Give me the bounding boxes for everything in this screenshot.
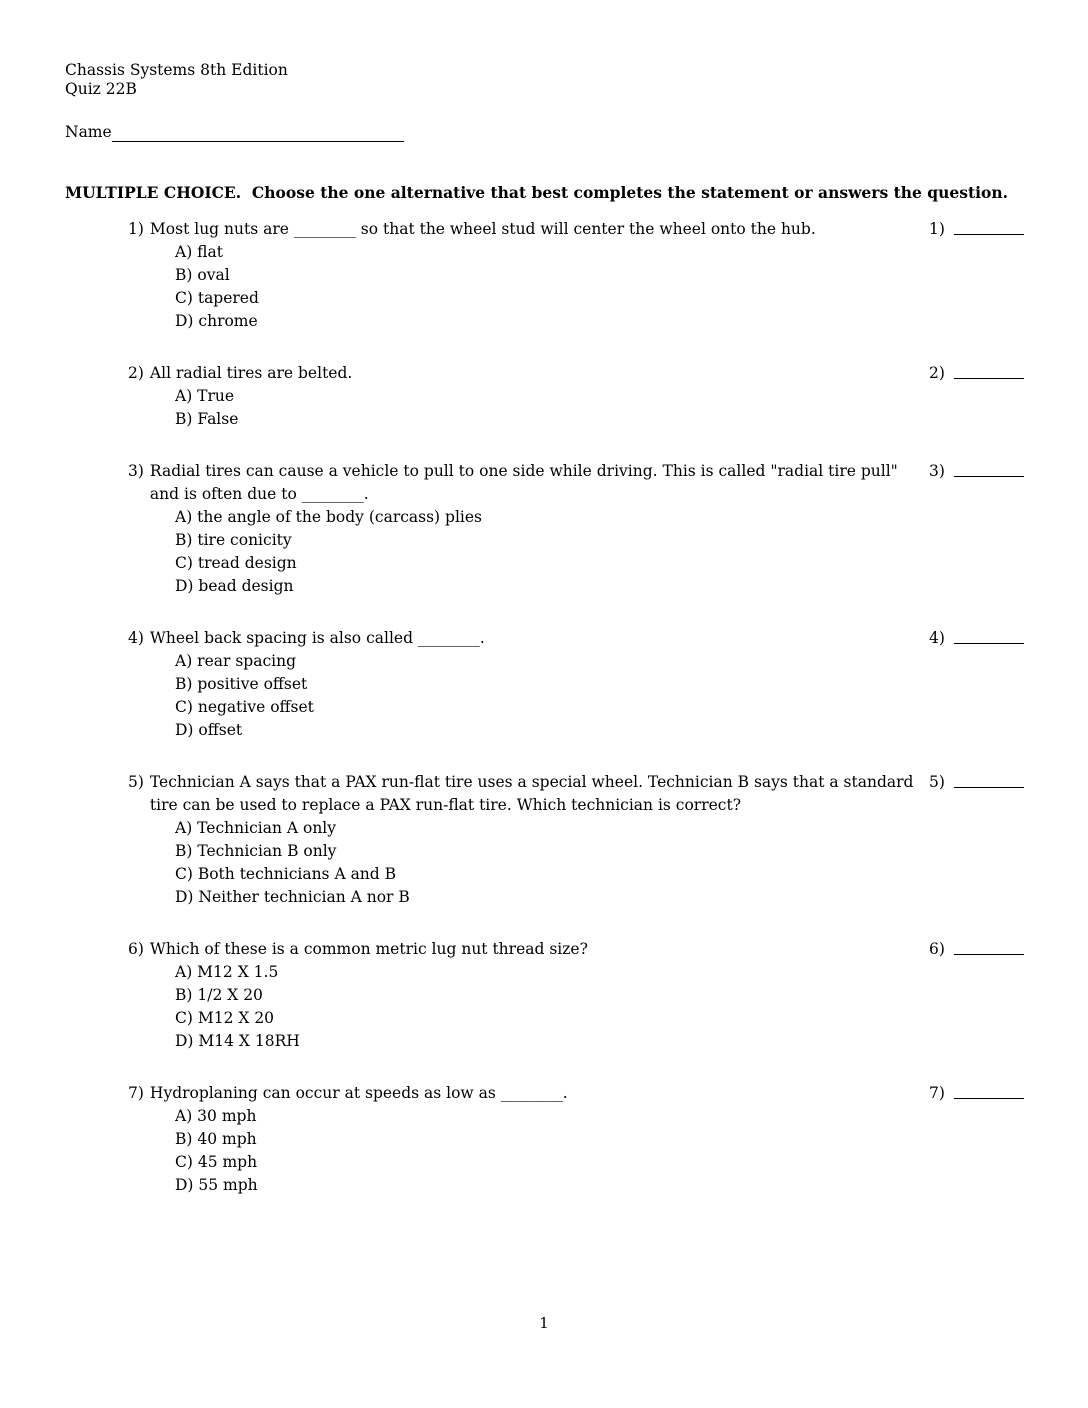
choice-option: D) M14 X 18RH	[175, 1032, 300, 1050]
answer-number: 1)	[929, 220, 945, 238]
name-label: Name	[65, 123, 112, 141]
question-number: 2)	[128, 364, 144, 382]
question-line	[128, 218, 926, 241]
answer-blank-line	[954, 218, 1024, 235]
choice-option: D) Neither technician A nor B	[175, 888, 410, 906]
answer-number: 3)	[929, 462, 945, 480]
choices-list	[175, 961, 926, 1053]
name-blank-line	[112, 124, 404, 142]
choice-option: B) 1/2 X 20	[175, 986, 263, 1004]
choice-option: A) Technician A only	[175, 819, 337, 837]
choice-option: B) tire conicity	[175, 531, 292, 549]
question-content	[128, 218, 926, 333]
choices-list	[175, 650, 926, 742]
quiz-title: Quiz 22B	[65, 80, 137, 98]
question-number: 1)	[128, 220, 144, 238]
answer-number: 2)	[929, 364, 945, 382]
answer-blank-line	[954, 1082, 1024, 1099]
choice-option: A) 30 mph	[175, 1107, 257, 1125]
choice-option: B) oval	[175, 266, 230, 284]
choice-option: D) bead design	[175, 577, 294, 595]
answer-blank-line	[954, 938, 1024, 955]
name-row	[65, 122, 1024, 142]
choice-option: D) chrome	[175, 312, 258, 330]
question-number: 3)	[128, 462, 144, 480]
answer-area	[929, 1082, 1024, 1105]
course-title: Chassis Systems 8th Edition	[65, 61, 288, 79]
question-block	[128, 362, 1024, 431]
answer-area	[929, 218, 1024, 241]
question-content	[128, 771, 926, 909]
answer-area	[929, 460, 1024, 483]
question-line	[128, 460, 926, 506]
question-block	[128, 218, 1024, 333]
choice-option: A) flat	[175, 243, 223, 261]
choices-list	[175, 1105, 926, 1197]
question-content	[128, 627, 926, 742]
answer-number: 5)	[929, 773, 945, 791]
choice-option: C) negative offset	[175, 698, 314, 716]
answer-blank-line	[954, 771, 1024, 788]
answer-blank-line	[954, 362, 1024, 379]
choice-option: D) offset	[175, 721, 243, 739]
question-content	[128, 1082, 926, 1197]
question-content	[128, 362, 926, 431]
choice-option: C) 45 mph	[175, 1153, 258, 1171]
choices-list	[175, 817, 926, 909]
question-text: All radial tires are belted.	[149, 364, 353, 382]
question-line	[128, 938, 926, 961]
question-text: Radial tires can cause a vehicle to pull to one side while driving. This is called "radial tire pull" and is often due to ________.	[149, 462, 898, 503]
question-block	[128, 771, 1024, 909]
question-number: 4)	[128, 629, 144, 647]
choices-list	[175, 241, 926, 333]
answer-area	[929, 362, 1024, 385]
question-block	[128, 1082, 1024, 1197]
answer-area	[929, 627, 1024, 650]
question-number: 6)	[128, 940, 144, 958]
choice-option: C) tapered	[175, 289, 259, 307]
question-text: Which of these is a common metric lug nut thread size?	[149, 940, 588, 958]
choice-option: B) False	[175, 410, 239, 428]
choice-option: A) rear spacing	[175, 652, 296, 670]
question-content	[128, 460, 926, 598]
choice-option: B) Technician B only	[175, 842, 337, 860]
document-header	[65, 61, 1024, 99]
answer-area	[929, 771, 1024, 794]
question-block	[128, 938, 1024, 1053]
question-number: 5)	[128, 773, 144, 791]
choice-option: A) M12 X 1.5	[175, 963, 279, 981]
question-text: Most lug nuts are ________ so that the wheel stud will center the wheel onto the hub.	[149, 220, 816, 238]
choice-option: D) 55 mph	[175, 1176, 258, 1194]
question-content	[128, 938, 926, 1053]
question-line	[128, 771, 926, 817]
answer-blank-line	[954, 627, 1024, 644]
question-block	[128, 627, 1024, 742]
choice-option: C) Both technicians A and B	[175, 865, 397, 883]
choice-option: B) 40 mph	[175, 1130, 257, 1148]
choices-list	[175, 385, 926, 431]
choice-option: A) the angle of the body (carcass) plies	[175, 508, 482, 526]
answer-blank-line	[954, 460, 1024, 477]
answer-area	[929, 938, 1024, 961]
question-line	[128, 1082, 926, 1105]
choices-list	[175, 506, 926, 598]
answer-number: 7)	[929, 1084, 945, 1102]
question-text: Technician A says that a PAX run-flat tire uses a special wheel. Technician B says that a standard tire can be used to replace a PAX run-flat tire. Which technician is correct?	[149, 773, 914, 814]
answer-number: 4)	[929, 629, 945, 647]
instructions-text: MULTIPLE CHOICE. Choose the one alternative that best completes the statement or answers the question.	[65, 183, 1009, 202]
question-number: 7)	[128, 1084, 144, 1102]
choice-option: A) True	[175, 387, 235, 405]
questions-list	[65, 218, 1024, 1197]
question-line	[128, 362, 926, 385]
question-text: Wheel back spacing is also called ________.	[149, 629, 485, 647]
question-text: Hydroplaning can occur at speeds as low as ________.	[149, 1084, 568, 1102]
choice-option: B) positive offset	[175, 675, 308, 693]
choice-option: C) tread design	[175, 554, 297, 572]
page-number: 1	[539, 1314, 549, 1332]
answer-number: 6)	[929, 940, 945, 958]
question-block	[128, 460, 1024, 598]
choice-option: C) M12 X 20	[175, 1009, 275, 1027]
question-line	[128, 627, 926, 650]
